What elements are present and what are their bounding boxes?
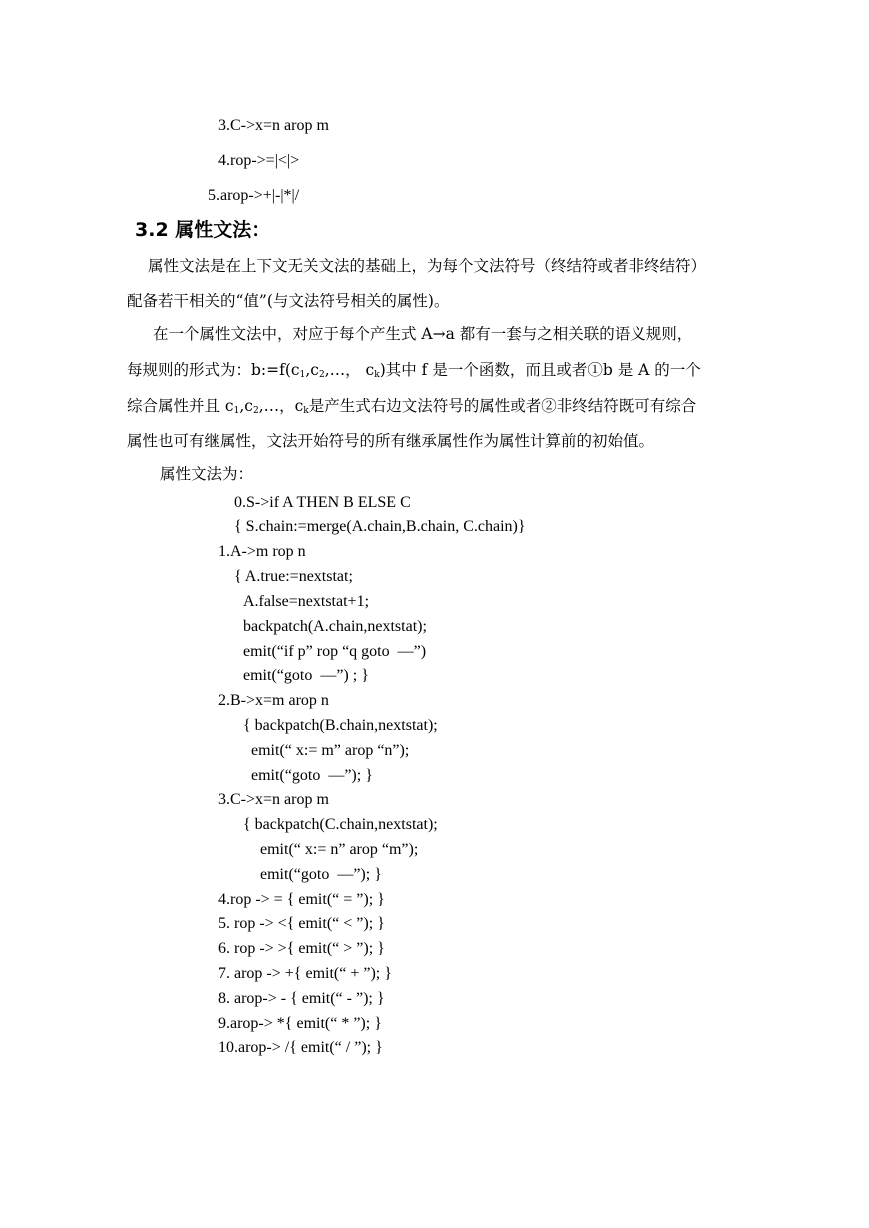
attr-grammar-line: { S.chain:=merge(A.chain,B.chain, C.chain)} (234, 518, 526, 535)
subscript: 2 (252, 406, 259, 416)
text-segment: ,…， c (324, 361, 375, 379)
text-segment: 每规则的形式为：b:=f(c (127, 361, 300, 379)
attr-grammar-line: { backpatch(C.chain,nextstat); (243, 816, 438, 833)
paragraph-2-line-2 (127, 360, 701, 385)
attr-grammar-line: 1.A->m rop n (218, 543, 306, 560)
text-segment: ,c (239, 397, 253, 415)
grammar-rule-5: 5.arop->+|-|*|/ (208, 187, 300, 204)
text-segment: 是产生式右边文法符号的属性或者②非终结符既可有综合 (308, 397, 697, 415)
subscript: 1 (299, 370, 306, 380)
attr-grammar-line: emit(“if p” rop “q goto —”) (243, 643, 427, 660)
attr-grammar-line: backpatch(A.chain,nextstat); (243, 618, 427, 635)
text-segment: ,c (305, 361, 319, 379)
attr-grammar-line: 0.S->if A THEN B ELSE C (234, 494, 411, 511)
section-heading: 3.2 属性文法： (135, 219, 271, 241)
grammar-rule-3: 3.C->x=n arop m (218, 117, 329, 134)
attr-grammar-line: emit(“ x:= n” arop “m”); (260, 841, 419, 858)
attr-grammar-line: 7. arop -> +{ emit(“ + ”); } (218, 965, 392, 982)
attr-grammar-line: 6. rop -> >{ emit(“ > ”); } (218, 940, 385, 957)
paragraph-2-line-3 (127, 396, 696, 421)
paragraph-2-line-4: 属性也可有继属性，文法开始符号的所有继承属性作为属性计算前的初始值。 (127, 432, 655, 450)
attr-grammar-line: emit(“ x:= m” arop “n”); (251, 742, 410, 759)
attr-grammar-line: emit(“goto —”); } (260, 866, 382, 883)
text-segment: 综合属性并且 c (127, 397, 234, 415)
attr-grammar-line: 8. arop-> - { emit(“ - ”); } (218, 990, 385, 1007)
paragraph-1-line-2: 配备若干相关的“值”(与文法符号相关的属性)。 (127, 292, 450, 310)
subscript: k (303, 406, 309, 416)
attr-grammar-line: emit(“goto —”); } (251, 767, 373, 784)
attr-grammar-line: emit(“goto —”) ; } (243, 667, 369, 684)
grammar-rule-4: 4.rop->=|<|> (218, 152, 300, 169)
attr-grammar-line: 5. rop -> <{ emit(“ < ”); } (218, 915, 385, 932)
attr-grammar-line: 10.arop-> /{ emit(“ / ”); } (218, 1039, 383, 1056)
subscript: 1 (233, 406, 240, 416)
attr-grammar-line: 2.B->x=m arop n (218, 692, 329, 709)
text-segment: )其中 f 是一个函数，而且或者①b 是 A 的一个 (379, 361, 701, 379)
attr-grammar-line: 3.C->x=n arop m (218, 791, 329, 808)
attr-grammar-intro: 属性文法为： (160, 465, 254, 483)
attr-grammar-line: { A.true:=nextstat; (234, 568, 353, 585)
subscript: k (374, 370, 380, 380)
attr-grammar-line: 9.arop-> *{ emit(“ * ”); } (218, 1015, 382, 1032)
paragraph-2-line-1: 在一个属性文法中，对应于每个产生式 A→a 都有一套与之相关联的语义规则， (153, 325, 693, 343)
subscript: 2 (318, 370, 325, 380)
attr-grammar-line: 4.rop -> = { emit(“ = ”); } (218, 891, 385, 908)
paragraph-1-line-1: 属性文法是在上下文无关文法的基础上，为每个文法符号（终结符或者非终结符） (148, 257, 707, 275)
attr-grammar-line: A.false=nextstat+1; (243, 593, 370, 610)
text-segment: ,…，c (258, 397, 304, 415)
attr-grammar-line: { backpatch(B.chain,nextstat); (243, 717, 438, 734)
